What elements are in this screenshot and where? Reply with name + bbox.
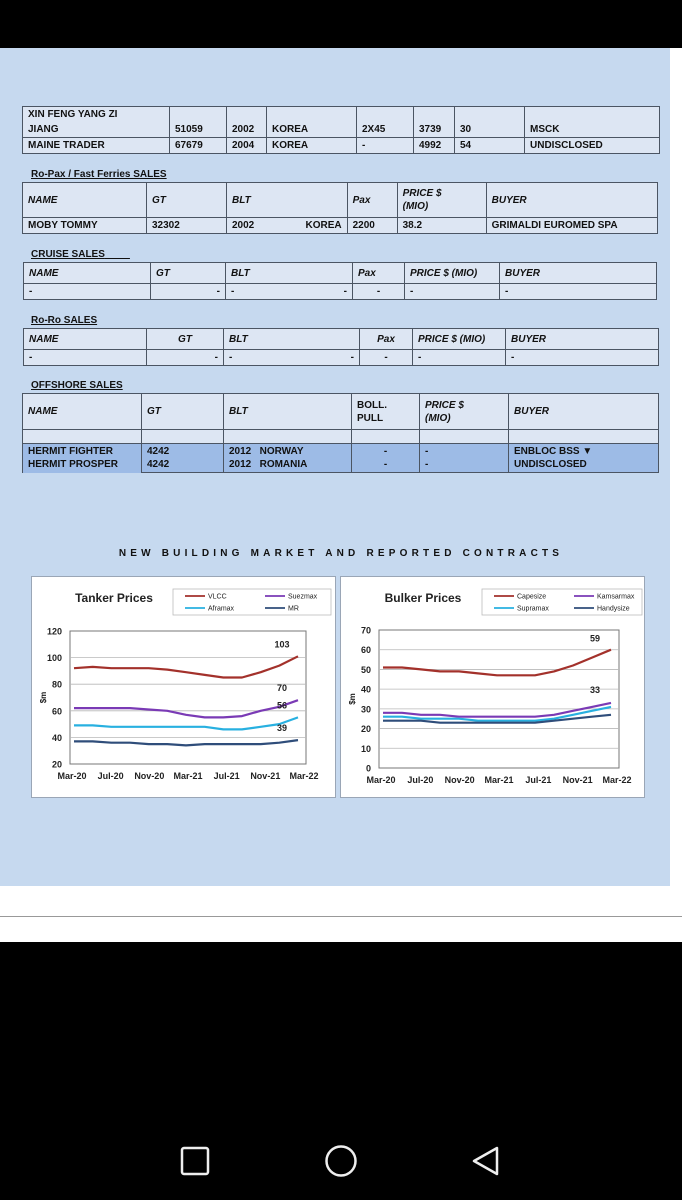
table-cell: 51059 bbox=[170, 122, 227, 138]
table-cell bbox=[267, 107, 357, 123]
table-cell: - bbox=[506, 350, 659, 366]
page-footer-strip bbox=[0, 886, 682, 942]
price-label: PRICE $ bbox=[402, 188, 442, 199]
y-tick-label: 40 bbox=[51, 732, 62, 743]
table-header: BUYER bbox=[486, 183, 657, 218]
y-tick-label: 80 bbox=[51, 679, 62, 690]
ropax-sales-table bbox=[22, 182, 658, 234]
table-cell: KOREA bbox=[267, 138, 357, 154]
legend-label: VLCC bbox=[208, 593, 227, 601]
x-tick-label: Nov-20 bbox=[134, 771, 165, 781]
chart-title: Tanker Prices bbox=[75, 591, 153, 605]
table-cell: - bbox=[151, 284, 226, 300]
data-label: 103 bbox=[274, 639, 290, 650]
newbuilding-title: NEW BUILDING MARKET AND REPORTED CONTRACTS bbox=[118, 548, 564, 559]
square-icon bbox=[179, 1145, 211, 1177]
table-cell: - bbox=[24, 284, 151, 300]
table-cell bbox=[23, 430, 142, 444]
table-cell bbox=[352, 444, 420, 473]
y-axis-label: $m bbox=[348, 693, 357, 705]
vessel-sales-table bbox=[22, 106, 660, 154]
table-cell: MAINE TRADER bbox=[23, 138, 170, 154]
x-tick-label: Nov-20 bbox=[444, 775, 475, 785]
country: ROMANIA bbox=[259, 459, 308, 470]
vessel-name: HERMIT PROSPER bbox=[28, 459, 119, 471]
table-cell: 30 bbox=[455, 122, 525, 138]
x-tick-label: Jul-21 bbox=[213, 771, 240, 781]
table-header: PRICE $ (MIO) bbox=[405, 263, 500, 284]
table-cell bbox=[224, 350, 360, 366]
table-header: GT bbox=[147, 329, 224, 350]
home-button[interactable] bbox=[324, 1144, 358, 1178]
x-tick-label: Nov-21 bbox=[562, 775, 593, 785]
legend-label: Kamsarmax bbox=[597, 593, 635, 601]
back-button[interactable] bbox=[470, 1145, 502, 1177]
cruise-title-text: CRUISE SALES bbox=[31, 249, 105, 260]
table-header: Pax bbox=[353, 263, 405, 284]
x-tick-label: Mar-20 bbox=[366, 775, 396, 785]
blt-line bbox=[229, 445, 346, 458]
table-cell: - bbox=[357, 138, 414, 154]
table-cell bbox=[142, 430, 224, 444]
y-axis-label: $m bbox=[39, 691, 48, 704]
table-cell: MSCK bbox=[525, 122, 660, 138]
table-cell: GRIMALDI EUROMED SPA bbox=[486, 218, 657, 234]
table-cell: 54 bbox=[455, 138, 525, 154]
table-cell bbox=[142, 444, 224, 473]
y-tick-label: 30 bbox=[360, 704, 371, 715]
table-cell: - bbox=[405, 284, 500, 300]
table-header: NAME bbox=[24, 263, 151, 284]
table-row bbox=[23, 122, 660, 138]
table-row bbox=[23, 138, 660, 154]
table-row bbox=[23, 430, 659, 444]
data-label: 39 bbox=[276, 723, 288, 734]
table-cell: KOREA bbox=[301, 218, 348, 234]
table-cell bbox=[352, 430, 420, 444]
mio-label: (MIO) bbox=[402, 201, 429, 212]
country-dash: - bbox=[343, 286, 347, 297]
x-tick-label: Mar-22 bbox=[602, 775, 632, 785]
pull-value: - bbox=[383, 446, 388, 457]
vessel-name: HERMIT FIGHTER bbox=[28, 446, 113, 458]
pull-value: - bbox=[383, 459, 388, 470]
tanker-chart-panel bbox=[31, 576, 336, 798]
pull-label: PULL bbox=[357, 412, 384, 424]
tanker-price-chart bbox=[32, 577, 335, 797]
blt-dash: - bbox=[229, 352, 233, 363]
table-cell bbox=[414, 107, 455, 123]
mio-label: (MIO) bbox=[425, 412, 451, 424]
circle-icon bbox=[324, 1144, 358, 1178]
table-cell: - bbox=[353, 284, 405, 300]
bulker-price-chart bbox=[341, 577, 644, 797]
data-label: 70 bbox=[276, 683, 288, 694]
y-tick-label: 20 bbox=[360, 724, 371, 735]
table-header: GT bbox=[142, 394, 224, 430]
roro-sales-table bbox=[23, 328, 659, 366]
table-header: PRICE $ (MIO) bbox=[413, 329, 506, 350]
gt-value: 4242 bbox=[147, 459, 170, 470]
y-tick-label: 60 bbox=[360, 645, 371, 656]
table-cell: UNDISCLOSED bbox=[525, 138, 660, 154]
buyer-value: ENBLOC BSS ▼ bbox=[514, 446, 593, 457]
data-label: 56 bbox=[276, 700, 288, 711]
table-header bbox=[420, 394, 509, 430]
table-header: NAME bbox=[24, 329, 147, 350]
table-header-row bbox=[24, 329, 659, 350]
table-cell: - bbox=[413, 350, 506, 366]
table-header: GT bbox=[147, 183, 227, 218]
plot-area bbox=[379, 630, 619, 768]
table-cell: KOREA bbox=[267, 122, 357, 138]
legend-label: Supramax bbox=[517, 605, 549, 613]
y-tick-label: 40 bbox=[360, 684, 371, 695]
table-row bbox=[24, 350, 659, 366]
table-cell: 32302 bbox=[147, 218, 227, 234]
y-tick-label: 60 bbox=[51, 706, 62, 717]
price-value: - bbox=[425, 459, 429, 470]
y-tick-label: 50 bbox=[360, 664, 371, 675]
table-row bbox=[23, 107, 660, 123]
table-header: BLT bbox=[227, 183, 301, 218]
legend-label: Handysize bbox=[597, 605, 630, 613]
table-cell: MOBY TOMMY bbox=[23, 218, 147, 234]
x-tick-label: Mar-22 bbox=[289, 771, 319, 781]
table-cell: - bbox=[147, 350, 224, 366]
triangle-icon bbox=[470, 1145, 502, 1177]
data-label: 59 bbox=[589, 633, 601, 644]
x-tick-label: Jul-21 bbox=[525, 775, 552, 785]
boll-label: BOLL. bbox=[357, 399, 387, 411]
table-cell bbox=[226, 284, 353, 300]
blt-dash: - bbox=[231, 286, 235, 297]
x-tick-label: Nov-21 bbox=[250, 771, 281, 781]
table-header: BUYER bbox=[506, 329, 659, 350]
cruise-section-title bbox=[31, 249, 130, 260]
table-header bbox=[397, 183, 486, 218]
data-label: 33 bbox=[589, 684, 601, 695]
table-cell bbox=[509, 430, 659, 444]
table-cell: - bbox=[360, 350, 413, 366]
table-cell: 38.2 bbox=[397, 218, 486, 234]
table-cell: 2002 bbox=[227, 122, 267, 138]
x-tick-label: Mar-21 bbox=[484, 775, 514, 785]
table-cell bbox=[455, 107, 525, 123]
table-header: Pax bbox=[360, 329, 413, 350]
table-header: BUYER bbox=[509, 394, 659, 430]
x-tick-label: Jul-20 bbox=[97, 771, 124, 781]
table-cell: 67679 bbox=[170, 138, 227, 154]
table-header bbox=[301, 183, 348, 218]
table-header-row bbox=[23, 183, 658, 218]
year: 2012 bbox=[229, 459, 252, 470]
table-header: BLT bbox=[224, 394, 352, 430]
table-cell: - bbox=[24, 350, 147, 366]
table-header-row bbox=[24, 263, 657, 284]
offshore-sales-table bbox=[22, 393, 659, 473]
y-tick-label: 20 bbox=[51, 759, 62, 770]
recent-apps-button[interactable] bbox=[179, 1145, 211, 1177]
table-cell bbox=[420, 430, 509, 444]
gt-value: 4242 bbox=[147, 446, 170, 457]
table-cell: 2002 bbox=[227, 218, 301, 234]
table-row bbox=[23, 444, 659, 473]
blt-line bbox=[229, 458, 346, 471]
page-margin bbox=[670, 48, 682, 886]
country: NORWAY bbox=[259, 446, 304, 457]
table-cell: JIANG bbox=[23, 122, 170, 138]
table-header: GT bbox=[151, 263, 226, 284]
divider bbox=[0, 916, 682, 917]
y-tick-label: 120 bbox=[46, 626, 62, 637]
table-cell bbox=[224, 430, 352, 444]
table-row bbox=[24, 284, 657, 300]
country-dash: - bbox=[350, 352, 354, 363]
table-header bbox=[352, 394, 420, 430]
table-header: BUYER bbox=[500, 263, 657, 284]
table-cell: 2004 bbox=[227, 138, 267, 154]
table-header-row bbox=[23, 394, 659, 430]
table-cell bbox=[170, 107, 227, 123]
y-tick-label: 0 bbox=[365, 763, 371, 774]
table-cell: XIN FENG YANG ZI bbox=[23, 107, 170, 123]
buyer-value: UNDISCLOSED bbox=[514, 459, 587, 470]
table-cell: - bbox=[500, 284, 657, 300]
table-cell bbox=[23, 444, 142, 473]
table-cell: 4992 bbox=[414, 138, 455, 154]
table-cell bbox=[227, 107, 267, 123]
offshore-section-title: OFFSHORE SALES bbox=[31, 380, 123, 391]
y-tick-label: 70 bbox=[360, 625, 371, 636]
legend-label: Suezmax bbox=[288, 593, 318, 601]
x-tick-label: Jul-20 bbox=[407, 775, 434, 785]
bulker-chart-panel bbox=[340, 576, 645, 798]
table-header: BLT bbox=[226, 263, 353, 284]
table-cell: 2200 bbox=[347, 218, 397, 234]
x-tick-label: Mar-21 bbox=[173, 771, 203, 781]
table-cell: 2X45 bbox=[357, 122, 414, 138]
legend-label: Capesize bbox=[517, 593, 547, 601]
x-tick-label: Mar-20 bbox=[57, 771, 87, 781]
price-label: PRICE $ bbox=[425, 399, 464, 411]
year: 2012 bbox=[229, 446, 252, 457]
table-cell bbox=[420, 444, 509, 473]
table-cell bbox=[509, 444, 659, 473]
table-header: BLT bbox=[224, 329, 360, 350]
cruise-sales-table bbox=[23, 262, 657, 300]
y-tick-label: 100 bbox=[46, 653, 62, 664]
chart-title: Bulker Prices bbox=[384, 591, 462, 605]
legend-label: MR bbox=[288, 605, 299, 613]
table-cell: 3739 bbox=[414, 122, 455, 138]
legend-label: Aframax bbox=[208, 605, 235, 613]
ropax-section-title: Ro-Pax / Fast Ferries SALES bbox=[31, 169, 167, 180]
table-cell bbox=[224, 444, 352, 473]
table-cell bbox=[525, 107, 660, 123]
price-value: - bbox=[425, 446, 429, 457]
table-row bbox=[23, 218, 658, 234]
y-tick-label: 10 bbox=[360, 743, 371, 754]
table-header: NAME bbox=[23, 183, 147, 218]
roro-section-title: Ro-Ro SALES bbox=[31, 315, 98, 326]
table-header: NAME bbox=[23, 394, 142, 430]
table-cell bbox=[357, 107, 414, 123]
table-header: Pax bbox=[347, 183, 397, 218]
